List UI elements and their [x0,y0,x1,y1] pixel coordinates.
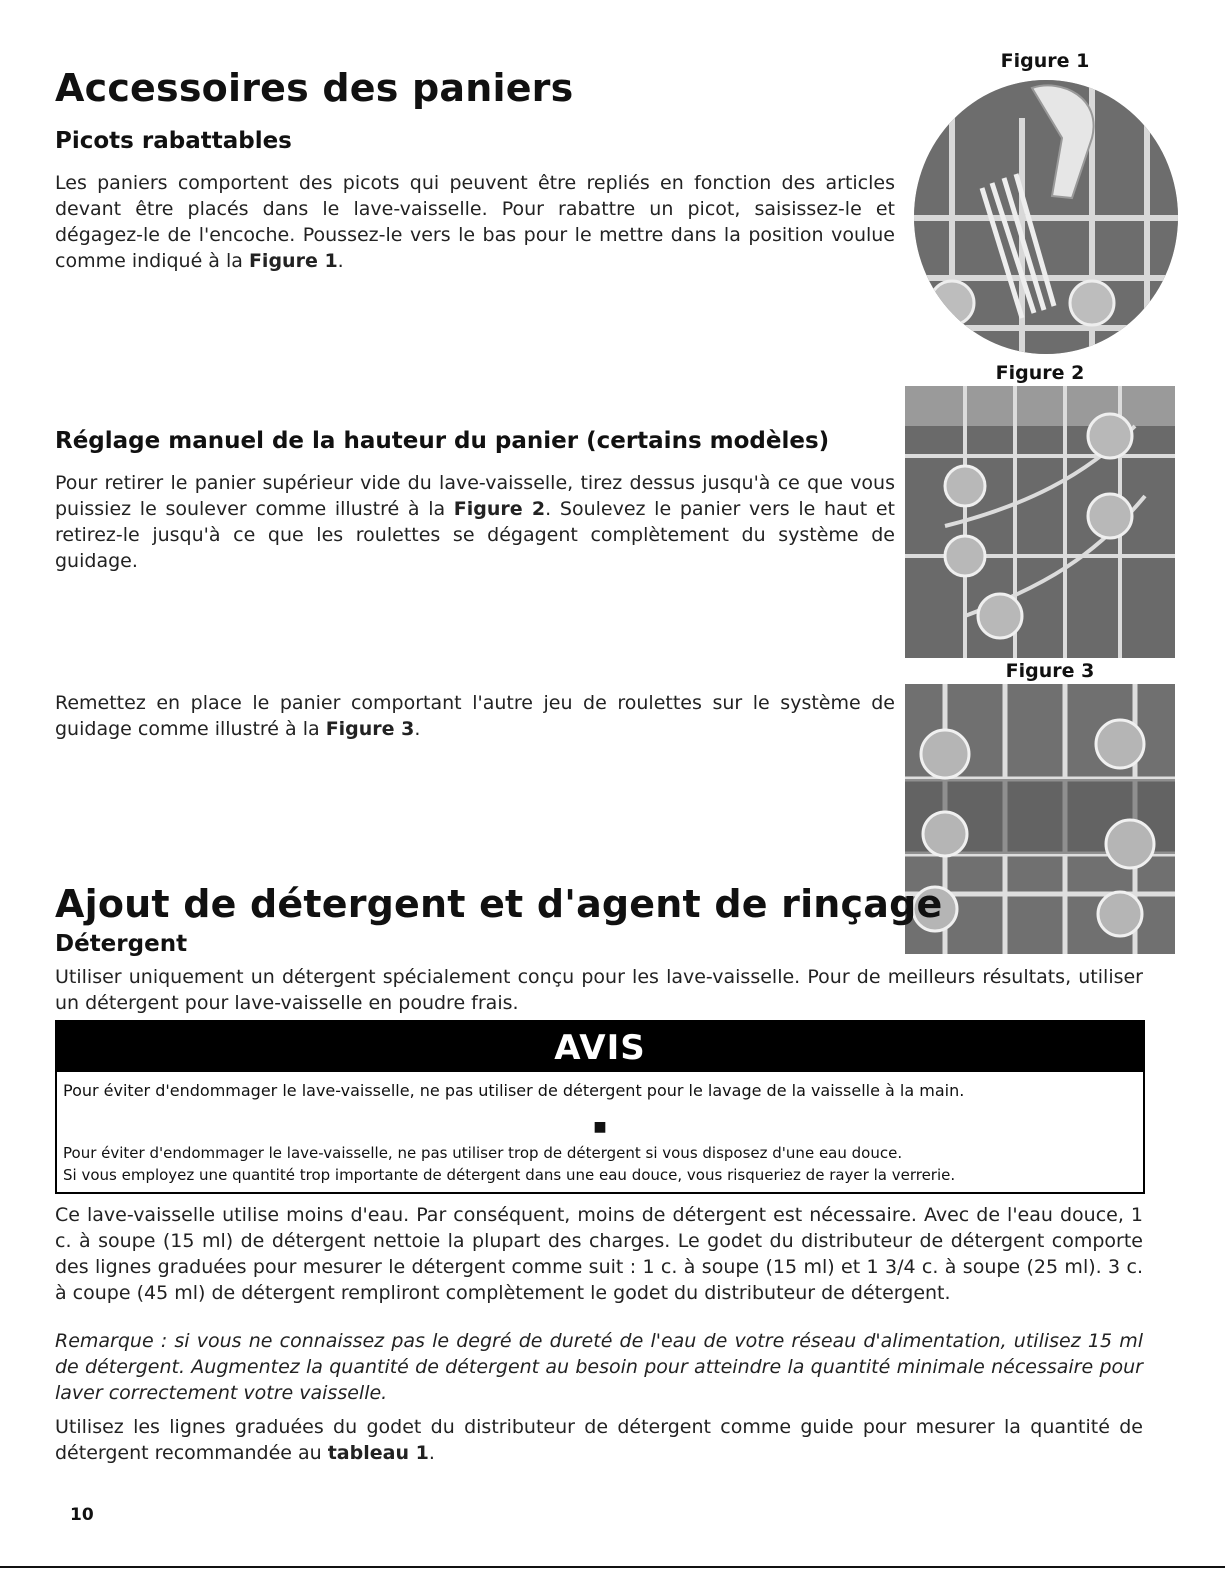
subsection-title-picots: Picots rabattables [55,128,292,154]
figure-3-label: Figure 3 [1005,660,1095,682]
paragraph-detergent-intro: Utiliser uniquement un détergent spécialement conçu pour les lave-vaisselle. Pour de meilleurs résultats, utiliser un détergent pour lave-vaisselle en poudre frais. [55,966,1143,1014]
paragraph-remettez [55,690,895,742]
notice-line-2: Pour éviter d'endommager le lave-vaisselle, ne pas utiliser trop de détergent si vous disposez d'une eau douce. [63,1144,903,1162]
figure-2-label: Figure 2 [995,362,1085,384]
paragraph-text: . [428,1442,435,1464]
subsection-title-reglage: Réglage manuel de la hauteur du panier (certains modèles) [55,428,830,454]
notice-heading: AVIS [57,1022,1143,1072]
notice-line-3: Si vous employez une quantité trop importante de détergent dans une eau douce, vous risqueriez de rayer la verrerie. [63,1166,956,1184]
bottom-rule [0,1566,1225,1568]
notice-box [55,1020,1145,1194]
figure-1-photo [912,78,1180,356]
paragraph-remark: Remarque : si vous ne connaissez pas le degré de dureté de l'eau de votre réseau d'alimentation, utilisez 15 ml de détergent. Augmentez la quantité de détergent au besoin pour atteindre la quantité minimale nécessaire pour laver correctement votre vaisselle. [55,1330,1143,1404]
subsection-title-detergent: Détergent [55,931,188,957]
paragraph-text: . [337,250,344,272]
paragraph-usage: Ce lave-vaisselle utilise moins d'eau. Par conséquent, moins de détergent est nécessaire. Avec de l'eau douce, 1 c. à soupe (15 ml) de détergent nettoie la plupart des charges. Le godet du distributeur de détergent comporte des lignes graduées pour mesurer le détergent comme suit : 1 c. à soupe (15 ml) et 1 3/4 c. à soupe (25 ml). 3 c. à coupe (45 ml) de détergent rempliront complètement le godet du distributeur de détergent. [55,1204,1143,1304]
paragraph-text: . [414,718,421,740]
paragraph-text: Les paniers comportent des picots qui peuvent être repliés en fonction des articles devant être placés dans le lave-vaisselle. Pour rabattre un picot, saisissez-le et dégagez-le de l'encoche. Poussez-le vers le bas pour le mettre dans la position voulue comme indiqué à la [55,172,895,272]
figure-reference: Figure 2 [453,498,546,520]
table-reference: tableau 1 [327,1442,429,1464]
paragraph-reglage [55,470,895,574]
paragraph-final [55,1414,1143,1466]
figure-2-photo [905,386,1175,658]
bullet-icon: ■ [593,1119,607,1135]
figure-3-photo [905,684,1175,954]
paragraph-text: Utilisez les lignes graduées du godet du distributeur de détergent comme guide pour mesurer la quantité de détergent recommandée au [55,1416,1143,1464]
figure-reference: Figure 3 [325,718,415,740]
paragraph-picots [55,170,895,274]
figure-reference: Figure 1 [248,250,338,272]
paragraph-text: . Soulevez le panier vers le haut et retirez-le jusqu'à ce que les roulettes se dégagent complètement du système de guidage. [55,498,895,572]
page-number: 10 [70,1505,94,1525]
section-title-detergent: Ajout de détergent et d'agent de rinçage [55,882,943,926]
page-title: Accessoires des paniers [55,66,574,110]
paragraph-text: Pour retirer le panier supérieur vide du lave-vaisselle, tirez dessus jusqu'à ce que vous puissiez le soulever comme illustré à la [55,472,895,520]
figure-1-label: Figure 1 [1000,50,1090,72]
paragraph-text: Remettez en place le panier comportant l'autre jeu de roulettes sur le système de guidage comme illustré à la [55,692,895,740]
notice-line-1: Pour éviter d'endommager le lave-vaisselle, ne pas utiliser de détergent pour le lavage de la vaisselle à la main. [63,1081,965,1100]
